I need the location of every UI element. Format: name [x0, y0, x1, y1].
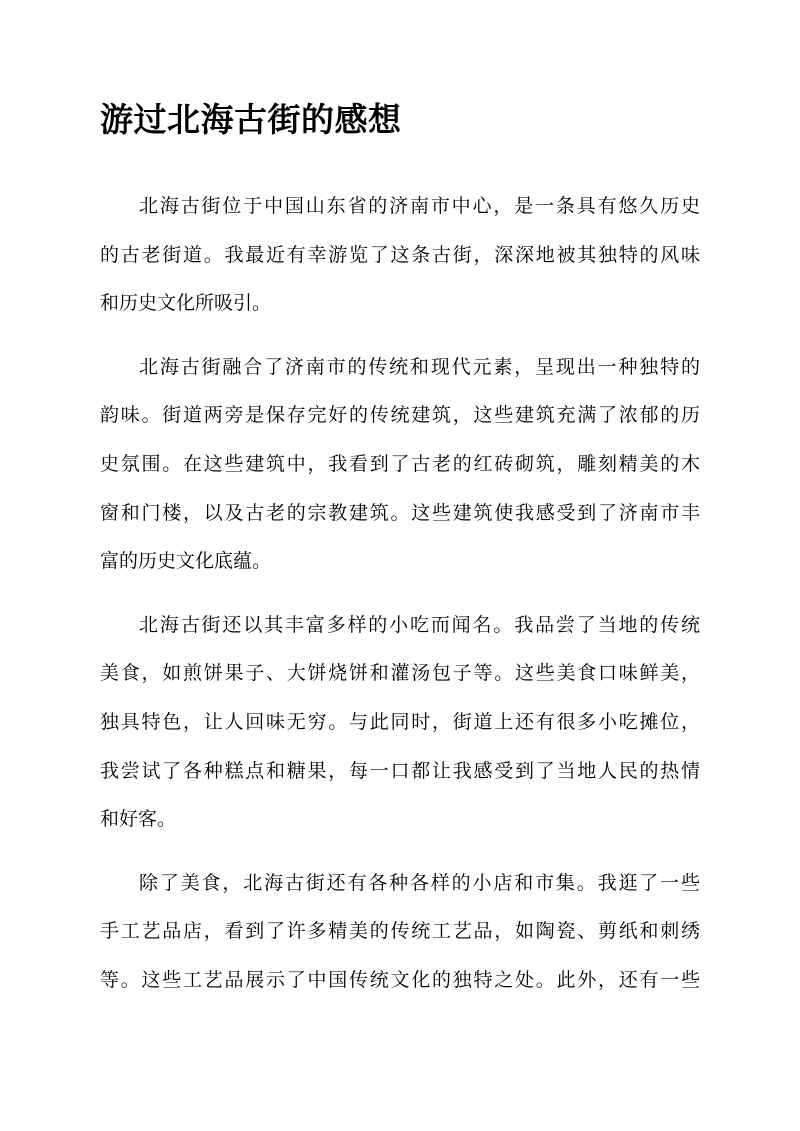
paragraph-line: 手工艺品店，看到了许多精美的传统工艺品，如陶瓷、剪纸和刺绣: [100, 920, 700, 943]
article-body: [100, 182, 700, 1020]
paragraph-line: 和历史文化所吸引。: [100, 292, 272, 315]
paragraph-line: 的古老街道。我最近有幸游览了这条古街，深深地被其独特的风味: [100, 243, 700, 266]
paragraph-line: 独具特色，让人回味无穷。与此同时，街道上还有很多小吃摊位，: [100, 710, 700, 733]
paragraph-line: 和好客。: [100, 808, 177, 831]
paragraph-line: 北海古街融合了济南市的传统和现代元素，呈现出一种独特的: [139, 355, 700, 378]
paragraph-line: 史氛围。在这些建筑中，我看到了古老的红砖砌筑，雕刻精美的木: [100, 452, 700, 475]
paragraph-line: 窗和门楼，以及古老的宗教建筑。这些建筑使我感受到了济南市丰: [100, 501, 700, 524]
page-title: 游过北海古街的感想: [100, 100, 402, 139]
paragraph-line: 除了美食，北海古街还有各种各样的小店和市集。我逛了一些: [139, 871, 700, 894]
paragraph-line: 北海古街还以其丰富多样的小吃而闻名。我品尝了当地的传统: [139, 613, 700, 636]
paragraph-line: 等。这些工艺品展示了中国传统文化的独特之处。此外，还有一些: [100, 968, 700, 991]
paragraph-3: [100, 601, 700, 844]
paragraph-line: 我尝试了各种糕点和糖果，每一口都让我感受到了当地人民的热情: [100, 759, 700, 782]
paragraph-line: 美食，如煎饼果子、大饼烧饼和灌汤包子等。这些美食口味鲜美，: [100, 662, 700, 685]
paragraph-line: 韵味。街道两旁是保存完好的传统建筑，这些建筑充满了浓郁的历: [100, 404, 700, 427]
paragraph-line: 富的历史文化底蕴。: [100, 550, 272, 573]
paragraph-line: 北海古街位于中国山东省的济南市中心，是一条具有悠久历史: [139, 195, 700, 217]
paragraph-1: [100, 182, 700, 328]
paragraph-4: [100, 859, 700, 1005]
paragraph-2: [100, 343, 700, 586]
